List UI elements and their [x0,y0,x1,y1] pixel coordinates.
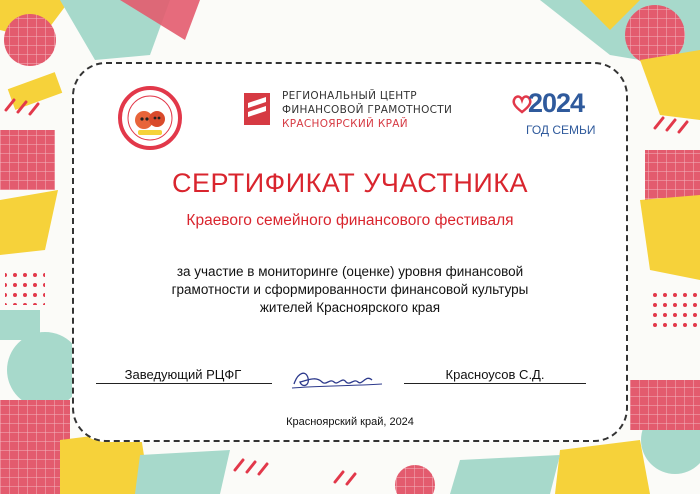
rcfg-line2: ФИНАНСОВОЙ ГРАМОТНОСТИ [282,104,453,116]
body-line-2: грамотности и сформированности финансовой культуры [171,282,529,297]
certificate-body [110,263,590,317]
rcfg-line1: РЕГИОНАЛЬНЫЙ ЦЕНТР [282,90,417,102]
signature-line-right [404,383,586,384]
rcfg-logo [244,87,484,137]
signer-position: Заведующий РЦФГ [124,367,242,382]
body-line-1: за участие в мониторинге (оценке) уровня финансовой [176,264,524,279]
handwritten-signature [288,364,386,394]
festival-mascot-logo-icon [118,86,182,150]
signer-name: Красноусов С.Д. [445,367,545,382]
body-line-3: жителей Красноярского края [259,300,441,315]
year-caption: ГОД СЕМЬИ [526,123,596,137]
rcfg-line3: КРАСНОЯРСКИЙ КРАЙ [282,118,408,130]
certificate-title: СЕРТИФИКАТ УЧАСТНИКА [171,168,529,198]
year-number: 2024 [528,88,585,118]
certificate-subtitle: Краевого семейного финансового фестиваля [186,212,514,229]
rcfg-mark-icon [244,93,272,125]
year-of-family-logo [512,88,596,144]
signature-line-left [96,383,272,384]
footer-place-year: Красноярский край, 2024 [286,416,414,428]
